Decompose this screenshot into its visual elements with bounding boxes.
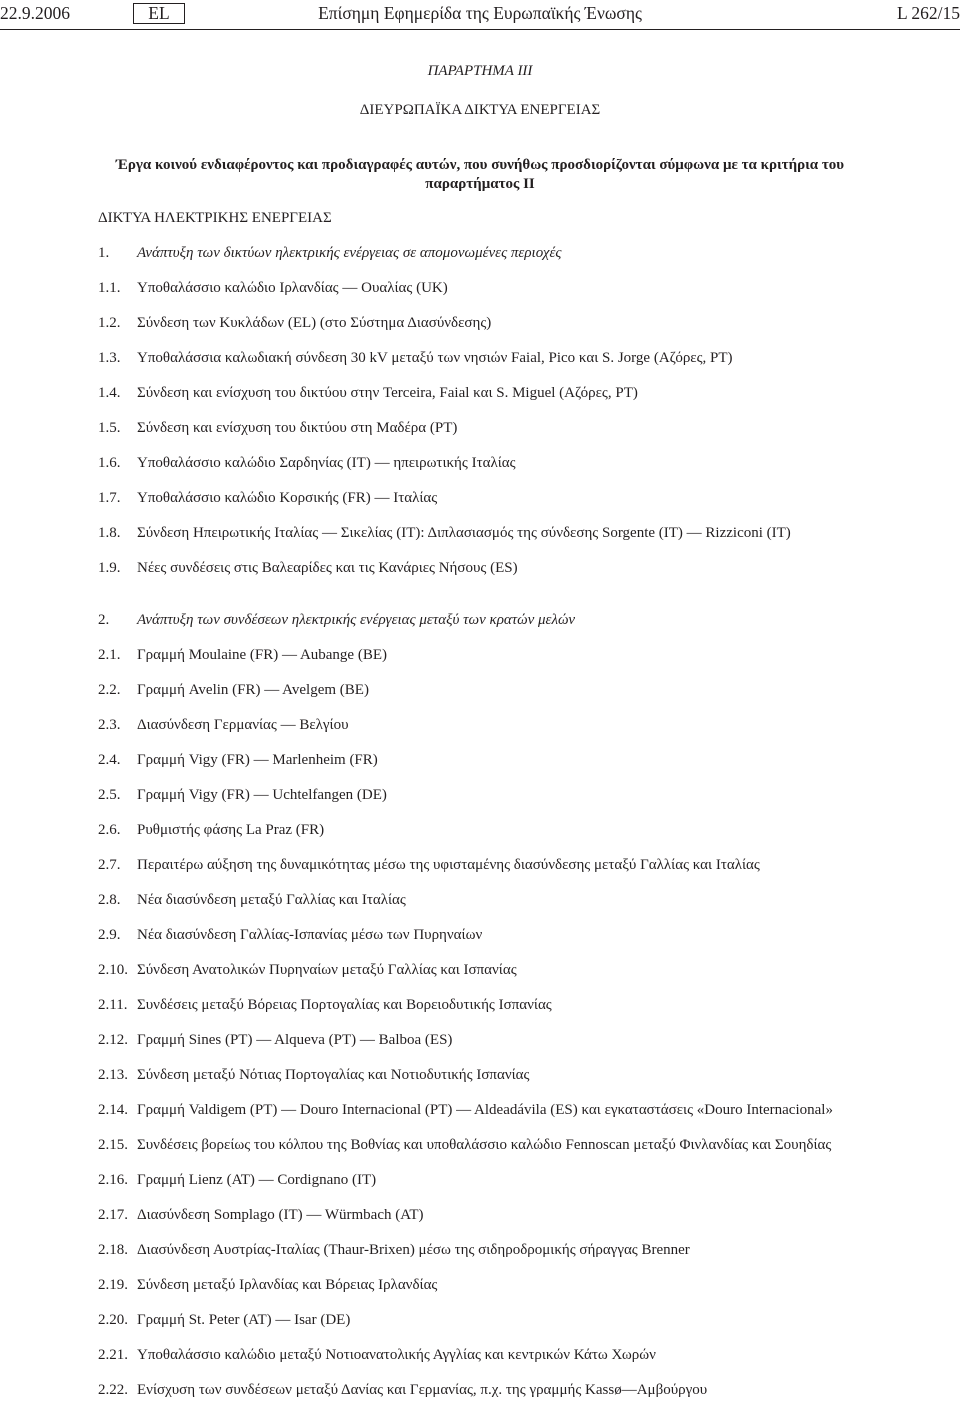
item-text: Συνδέσεις μεταξύ Βόρειας Πορτογαλίας και Βορειοδυτικής Ισπανίας bbox=[137, 997, 552, 1013]
item-number: 1.5. bbox=[98, 420, 121, 436]
item-text: Σύνδεση και ενίσχυση του δικτύου στη Μαδέρα (PT) bbox=[137, 420, 458, 436]
item-number: 2.6. bbox=[98, 822, 121, 838]
header-date: 22.9.2006 bbox=[0, 3, 70, 23]
item-text: Ανάπτυξη των δικτύων ηλεκτρικής ενέργειας σε απομονωμένες περιοχές bbox=[137, 245, 562, 261]
item-number: 2.14. bbox=[98, 1102, 128, 1118]
item-text: Γραμμή Avelin (FR) — Avelgem (BE) bbox=[137, 682, 369, 698]
item-text: Σύνδεση και ενίσχυση του δικτύου στην Terceira, Faial και S. Miguel (Αζόρες, PT) bbox=[137, 385, 638, 401]
item-number: 2.19. bbox=[98, 1277, 128, 1293]
item-number: 2.5. bbox=[98, 787, 121, 803]
item-number: 2.2. bbox=[98, 682, 121, 698]
item-text: Διασύνδεση Γερμανίας — Βελγίου bbox=[137, 717, 349, 733]
item-text: Υποθαλάσσιο καλώδιο Σαρδηνίας (IT) — ηπειρωτικής Ιταλίας bbox=[137, 455, 516, 471]
item-number: 2.3. bbox=[98, 717, 121, 733]
item-text: Γραμμή Valdigem (PT) — Douro Internacional (PT) — Aldeadávila (ES) και εγκαταστάσεις «Douro Internacional» bbox=[137, 1102, 833, 1118]
item-number: 2. bbox=[98, 612, 110, 628]
section-heading: ΔΙΚΤΥΑ ΗΛΕΚΤΡΙΚΗΣ ΕΝΕΡΓΕΙΑΣ bbox=[98, 210, 332, 226]
item-text: Νέες συνδέσεις στις Βαλεαρίδες και τις Κανάριες Νήσους (ES) bbox=[137, 560, 518, 576]
item-text: Σύνδεση μεταξύ Νότιας Πορτογαλίας και Νοτιοδυτικής Ισπανίας bbox=[137, 1067, 530, 1083]
item-number: 2.16. bbox=[98, 1172, 128, 1188]
subtitle-line-1: Έργα κοινού ενδιαφέροντος και προδιαγραφές αυτών, που συνήθως προσδιορίζονται σύμφωνα με τα κριτήρια του bbox=[115, 157, 845, 173]
item-number: 1.7. bbox=[98, 490, 121, 506]
item-number: 2.15. bbox=[98, 1137, 128, 1153]
item-number: 2.1. bbox=[98, 647, 121, 663]
page-header bbox=[0, 0, 960, 30]
item-number: 1.4. bbox=[98, 385, 121, 401]
item-number: 2.22. bbox=[98, 1382, 128, 1398]
item-text: Νέα διασύνδεση Γαλλίας-Ισπανίας μέσω των Πυρηναίων bbox=[137, 927, 483, 943]
item-number: 2.8. bbox=[98, 892, 121, 908]
item-text: Συνδέσεις βορείως του κόλπου της Βοθνίας και υποθαλάσσιο καλώδιο Fennoscan μεταξύ Φινλανδίας και Σουηδίας bbox=[137, 1137, 832, 1153]
item-text: Σύνδεση Ανατολικών Πυρηναίων μεταξύ Γαλλίας και Ισπανίας bbox=[137, 962, 517, 978]
item-text: Υποθαλάσσιο καλώδιο Ιρλανδίας — Ουαλίας (UK) bbox=[137, 280, 448, 296]
item-text: Νέα διασύνδεση μεταξύ Γαλλίας και Ιταλίας bbox=[137, 892, 406, 908]
document-title: ΔΙΕΥΡΩΠΑΪΚΑ ΔΙΚΤΥΑ ΕΝΕΡΓΕΙΑΣ bbox=[359, 102, 601, 118]
item-text: Υποθαλάσσια καλωδιακή σύνδεση 30 kV μεταξύ των νησιών Faial, Pico και S. Jorge (Αζόρες, PT) bbox=[137, 350, 733, 366]
item-number: 2.13. bbox=[98, 1067, 128, 1083]
item-number: 2.12. bbox=[98, 1032, 128, 1048]
item-number: 1.1. bbox=[98, 280, 121, 296]
item-text: Γραμμή Sines (PT) — Alqueva (PT) — Balboa (ES) bbox=[137, 1032, 453, 1048]
item-text: Ρυθμιστής φάσης La Praz (FR) bbox=[137, 822, 325, 838]
item-number: 1.6. bbox=[98, 455, 121, 471]
document-subtitle bbox=[90, 156, 870, 194]
item-text: Γραμμή St. Peter (AT) — Isar (DE) bbox=[137, 1312, 351, 1328]
item-number: 2.20. bbox=[98, 1312, 128, 1328]
item-number: 2.11. bbox=[98, 997, 128, 1013]
page-reference: L 262/15 bbox=[896, 3, 960, 23]
item-number: 2.7. bbox=[98, 857, 121, 873]
item-number: 2.10. bbox=[98, 962, 128, 978]
item-number: 2.9. bbox=[98, 927, 121, 943]
language-badge: EL bbox=[133, 3, 185, 24]
item-text: Σύνδεση των Κυκλάδων (EL) (στο Σύστημα Διασύνδεσης) bbox=[137, 315, 492, 331]
item-number: 1.3. bbox=[98, 350, 121, 366]
item-text: Γραμμή Vigy (FR) — Marlenheim (FR) bbox=[137, 752, 378, 768]
item-number: 1.9. bbox=[98, 560, 121, 576]
item-text: Γραμμή Moulaine (FR) — Aubange (BE) bbox=[137, 647, 387, 663]
item-text: Σύνδεση μεταξύ Ιρλανδίας και Βόρειας Ιρλανδίας bbox=[137, 1277, 438, 1293]
item-text: Διασύνδεση Somplago (IT) — Würmbach (AT) bbox=[137, 1207, 424, 1223]
item-text: Διασύνδεση Αυστρίας-Ιταλίας (Thaur-Brixen) μέσω της σιδηροδρομικής σήραγγας Brenner bbox=[137, 1242, 690, 1258]
item-number: 2.21. bbox=[98, 1347, 128, 1363]
item-text: Υποθαλάσσιο καλώδιο μεταξύ Νοτιοανατολικής Αγγλίας και κεντρικών Κάτω Χωρών bbox=[137, 1347, 656, 1363]
subtitle-line-2: παραρτήματος II bbox=[425, 176, 535, 192]
item-number: 2.18. bbox=[98, 1242, 128, 1258]
item-text: Σύνδεση Ηπειρωτικής Ιταλίας — Σικελίας (IT): Διπλασιασμός της σύνδεσης Sorgente (IT) — Rizziconi (IT) bbox=[137, 525, 791, 541]
annex-heading: ΠΑΡΑΡΤΗΜΑ III bbox=[427, 63, 533, 79]
header-rule bbox=[0, 29, 960, 30]
item-text: Γραμμή Vigy (FR) — Uchtelfangen (DE) bbox=[137, 787, 387, 803]
item-number: 1. bbox=[98, 245, 110, 261]
item-text: Γραμμή Lienz (AT) — Cordignano (IT) bbox=[137, 1172, 377, 1188]
item-text: Ενίσχυση των συνδέσεων μεταξύ Δανίας και Γερμανίας, π.χ. της γραμμής Kassø—Αμβούργου bbox=[137, 1382, 708, 1398]
item-text: Ανάπτυξη των συνδέσεων ηλεκτρικής ενέργειας μεταξύ των κρατών μελών bbox=[137, 612, 576, 628]
item-text: Υποθαλάσσιο καλώδιο Κορσικής (FR) — Ιταλίας bbox=[137, 490, 438, 506]
journal-title: Επίσημη Εφημερίδα της Ευρωπαϊκής Ένωσης bbox=[318, 3, 642, 23]
item-text: Περαιτέρω αύξηση της δυναμικότητας μέσω της υφισταμένης διασύνδεσης μεταξύ Γαλλίας και Ιταλίας bbox=[137, 857, 760, 873]
item-number: 1.8. bbox=[98, 525, 121, 541]
item-number: 2.4. bbox=[98, 752, 121, 768]
item-number: 2.17. bbox=[98, 1207, 128, 1223]
item-number: 1.2. bbox=[98, 315, 121, 331]
